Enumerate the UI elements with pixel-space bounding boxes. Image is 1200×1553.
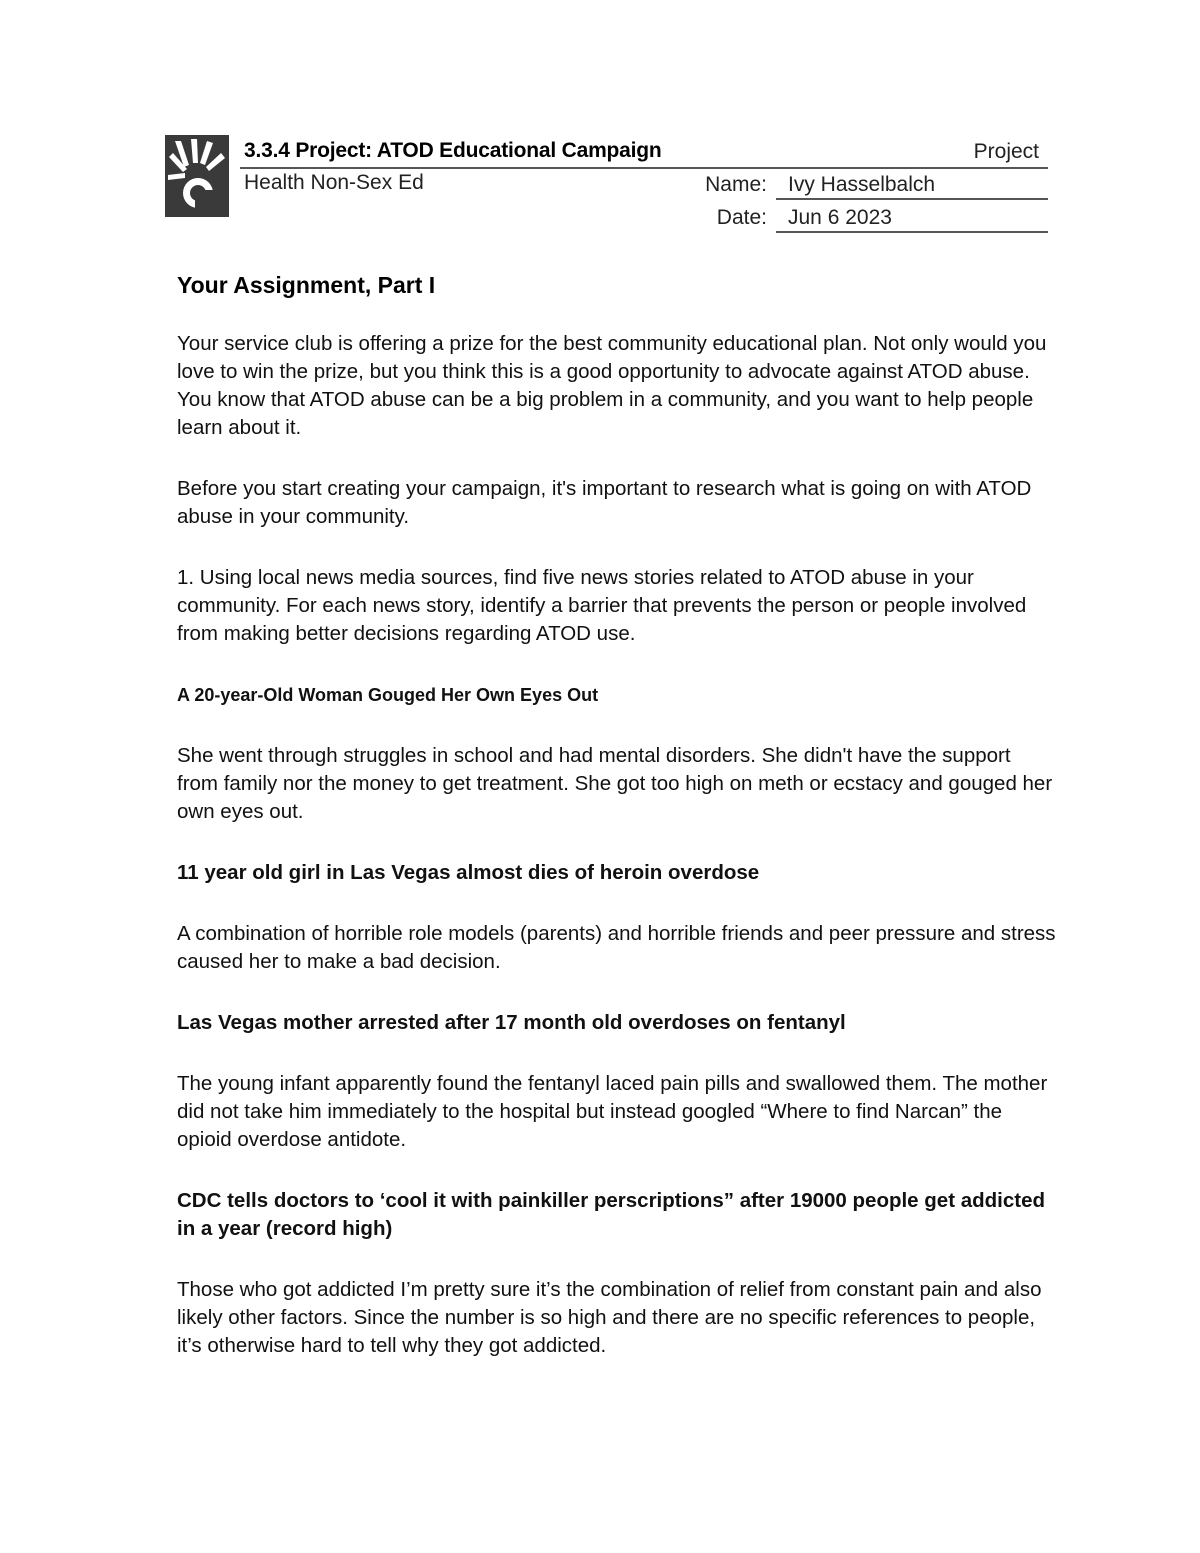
name-label: Name: [705,173,767,196]
story-answer: Those who got addicted I’m pretty sure it’s the combination of relief from constant pain and also likely other factors. Since the number is so high and there are no specific references to people, it’s otherwise hard to tell why they got addicted. [177,1278,1042,1357]
assignment-title: 3.3.4 Project: ATOD Educational Campaign [244,139,662,162]
name-underline [776,198,1048,200]
sun-logo-icon [165,135,229,217]
date-field[interactable]: Jun 6 2023 [788,206,892,229]
research-paragraph: Before you start creating your campaign, it's important to research what is going on with ATOD abuse in your community. [177,477,1032,528]
intro-paragraph: Your service club is offering a prize for the best community educational plan. Not only would you love to win the prize, but you think this is a good opportunity to advocate against ATOD abuse. You know that ATOD abuse can be a big problem in a community, and you want to help people learn about it. [177,332,1047,439]
story-answer: She went through struggles in school and had mental disorders. She didn't have the support from family nor the money to get treatment. She got too high on meth or ecstacy and gouged her own eyes out. [177,744,1053,823]
name-field[interactable]: Ivy Hasselbalch [788,173,936,196]
date-underline [776,231,1048,233]
story-answer: The young infant apparently found the fentanyl laced pain pills and swallowed them. The mother did not take him immediately to the hospital but instead googled “Where to find Narcan” the opioid overdose antidote. [177,1072,1048,1151]
question-1: 1. Using local news media sources, find five news stories related to ATOD abuse in your community. For each news story, identify a barrier that prevents the person or people involved from making better decisions regarding ATOD use. [177,566,1027,645]
document-body [177,270,1057,1393]
story-headline: Las Vegas mother arrested after 17 month old overdoses on fentanyl [177,1011,846,1034]
story-answer: A combination of horrible role models (parents) and horrible friends and peer pressure and stress caused her to make a bad decision. [177,922,1056,973]
story-headline: CDC tells doctors to ‘cool it with painkiller perscriptions” after 19000 people get addicted in a year (record high) [177,1189,1046,1240]
section-title: Your Assignment, Part I [177,272,436,298]
header-rule [240,167,1048,169]
document-type: Project [973,140,1039,163]
story-headline: A 20-year-Old Woman Gouged Her Own Eyes Out [177,685,599,705]
course-name: Health Non-Sex Ed [244,171,424,194]
date-label: Date: [716,206,767,229]
story-headline: 11 year old girl in Las Vegas almost dies of heroin overdose [177,861,760,884]
